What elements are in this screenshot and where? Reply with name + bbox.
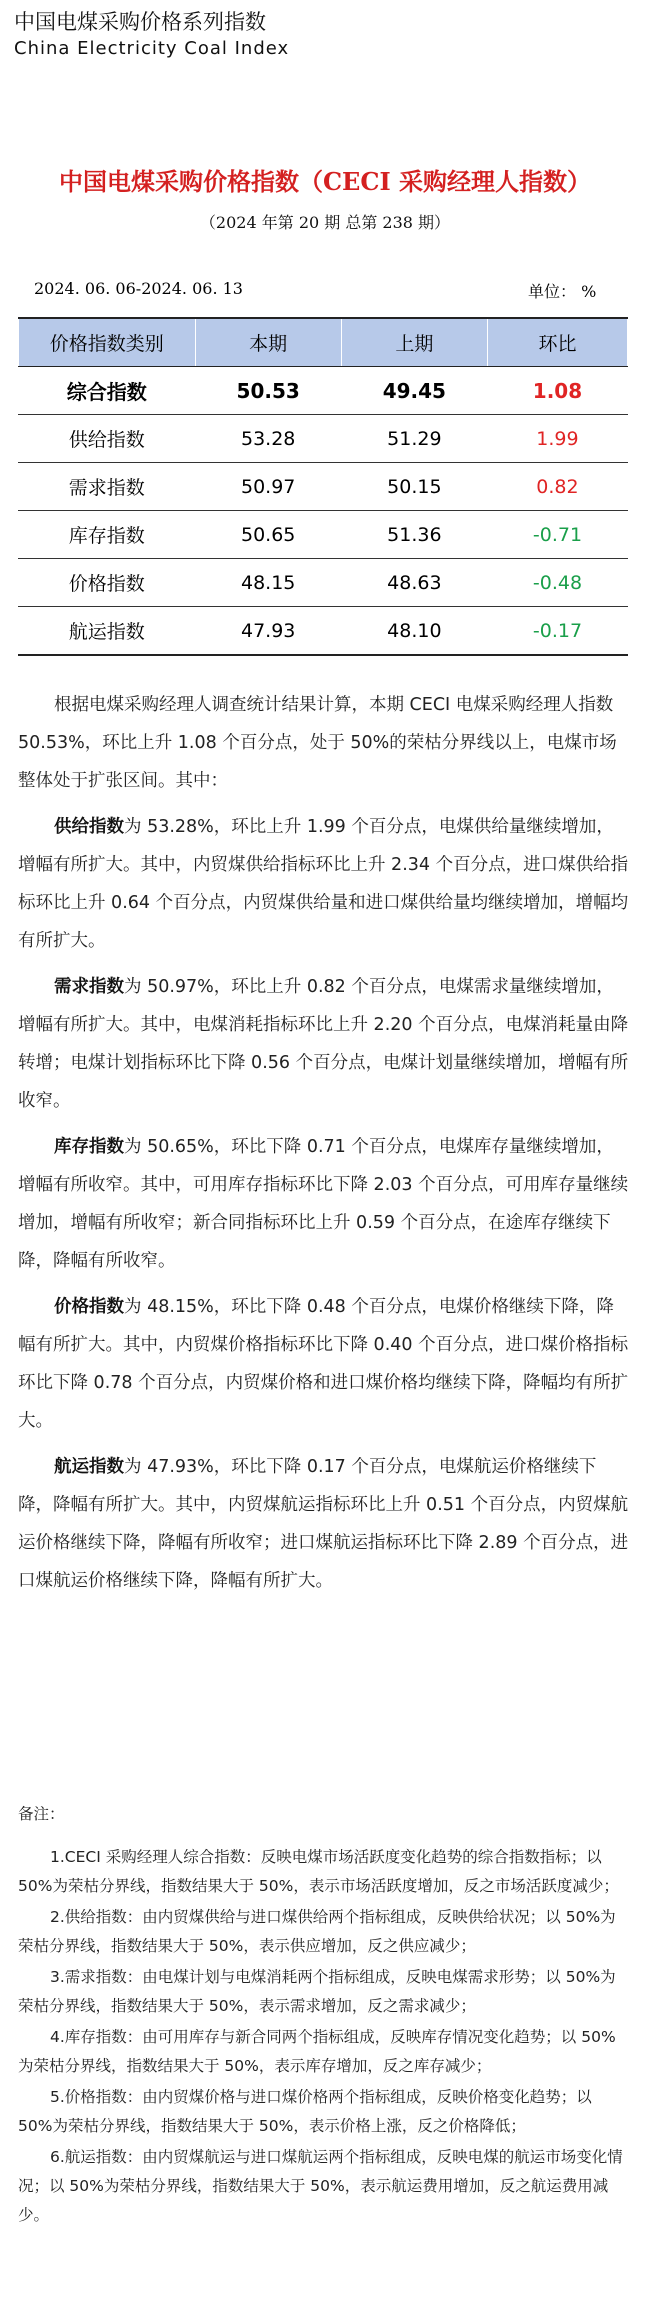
paragraph-text: 为 47.93%，环比下降 0.17 个百分点，电煤航运价格继续下降，降幅有所扩大。其中，内贸煤航运指标环比上升 0.51 个百分点，内贸煤航运价格继续下降，降幅有所收窄；进口煤航运指标环比下降 2.89 个百分点，进口煤航运价格继续下降，降幅有所扩大。 xyxy=(18,1457,629,1591)
row-previous: 48.10 xyxy=(341,607,487,656)
paragraph-text: 为 50.65%，环比下降 0.71 个百分点，电煤库存量继续增加，增幅有所收窄。其中，可用库存指标环比下降 2.03 个百分点，可用库存量继续增加，增幅有所收窄；新合同指标环比上升 0.59 个百分点，在途库存继续下降，降幅有所收窄。 xyxy=(18,1137,629,1271)
row-current: 47.93 xyxy=(195,607,341,656)
document-issue: （2024 年第 20 期 总第 238 期） xyxy=(199,213,451,232)
table-row xyxy=(19,607,628,656)
index-table xyxy=(18,317,628,656)
row-current: 50.53 xyxy=(195,367,341,415)
row-previous: 50.15 xyxy=(341,463,487,511)
paragraph-text: 为 50.97%，环比上升 0.82 个百分点，电煤需求量继续增加，增幅有所扩大。其中，电煤消耗指标环比上升 2.20 个百分点，电煤消耗量由降转增；电煤计划指标环比下降 0.56 个百分点，电煤计划量继续增加，增幅有所收窄。 xyxy=(18,977,629,1111)
note-item: 4.库存指数：由可用库存与新合同两个指标组成，反映库存情况变化趋势；以 50%为荣枯分界线，指数结果大于 50%，表示库存增加，反之库存减少； xyxy=(18,2028,616,2075)
paragraph-lead: 库存指数 xyxy=(54,1137,124,1157)
row-name: 综合指数 xyxy=(19,367,196,415)
table-row xyxy=(19,367,628,415)
analysis-text xyxy=(18,686,630,1608)
date-range: 2024. 06. 06-2024. 06. 13 xyxy=(34,279,243,298)
row-current: 50.65 xyxy=(195,511,341,559)
note-item: 3.需求指数：由电煤计划与电煤消耗两个指标组成，反映电煤需求形势；以 50%为荣枯分界线，指数结果大于 50%，表示需求增加，反之需求减少； xyxy=(18,1968,616,2015)
note-item: 2.供给指数：由内贸煤供给与进口煤供给两个指标组成，反映供给状况；以 50%为荣枯分界线，指数结果大于 50%，表示供应增加，反之供应减少； xyxy=(18,1908,616,1955)
row-name: 价格指数 xyxy=(19,559,196,607)
paragraph-summary xyxy=(18,686,630,800)
paragraph-price xyxy=(18,1288,630,1440)
paragraph-shipping xyxy=(18,1448,630,1600)
paragraph-demand xyxy=(18,968,630,1120)
column-header-current: 本期 xyxy=(195,318,341,367)
row-change: -0.71 xyxy=(487,511,627,559)
paragraph-supply xyxy=(18,808,630,960)
notes-section xyxy=(18,1800,630,2232)
header-title-cn: 中国电煤采购价格系列指数 xyxy=(14,10,266,34)
unit-label: 单位： % xyxy=(528,282,597,301)
row-current: 48.15 xyxy=(195,559,341,607)
paragraph-text: 为 48.15%，环比下降 0.48 个百分点，电煤价格继续下降，降幅有所扩大。其中，内贸煤价格指标环比下降 0.40 个百分点，进口煤价格指标环比下降 0.78 个百分点，内贸煤价格和进口煤价格均继续下降，降幅均有所扩大。 xyxy=(18,1297,629,1431)
table-row xyxy=(19,463,628,511)
row-current: 50.97 xyxy=(195,463,341,511)
note-item: 1.CECI 采购经理人综合指数：反映电煤市场活跃度变化趋势的综合指数指标；以 50%为荣枯分界线，指数结果大于 50%，表示市场活跃度增加，反之市场活跃度减少； xyxy=(18,1848,619,1895)
row-previous: 48.63 xyxy=(341,559,487,607)
row-change: -0.48 xyxy=(487,559,627,607)
row-previous: 49.45 xyxy=(341,367,487,415)
paragraph-lead: 需求指数 xyxy=(54,977,124,997)
row-change: 1.99 xyxy=(487,415,627,463)
table-row xyxy=(19,559,628,607)
row-current: 53.28 xyxy=(195,415,341,463)
note-item: 6.航运指数：由内贸煤航运与进口煤航运两个指标组成，反映电煤的航运市场变化情况；以 50%为荣枯分界线，指数结果大于 50%，表示航运费用增加，反之航运费用减少。 xyxy=(18,2148,623,2224)
paragraph-lead: 航运指数 xyxy=(54,1457,124,1477)
row-name: 需求指数 xyxy=(19,463,196,511)
document-title: 中国电煤采购价格指数（CECI 采购经理人指数） xyxy=(58,167,592,196)
paragraph-lead: 供给指数 xyxy=(54,817,124,837)
header-title-en: China Electricity Coal Index xyxy=(14,38,290,59)
table-row xyxy=(19,511,628,559)
row-change: 0.82 xyxy=(487,463,627,511)
column-header-category: 价格指数类别 xyxy=(19,318,196,367)
row-change: -0.17 xyxy=(487,607,627,656)
note-item: 5.价格指数：由内贸煤价格与进口煤价格两个指标组成，反映价格变化趋势；以 50%为荣枯分界线，指数结果大于 50%，表示价格上涨，反之价格降低； xyxy=(18,2088,592,2135)
row-name: 供给指数 xyxy=(19,415,196,463)
row-previous: 51.29 xyxy=(341,415,487,463)
paragraph-text: 为 53.28%，环比上升 1.99 个百分点，电煤供给量继续增加，增幅有所扩大。其中，内贸煤供给指标环比上升 2.34 个百分点，进口煤供给指标环比上升 0.64 个百分点，内贸煤供给量和进口煤供给量均继续增加，增幅均有所扩大。 xyxy=(18,817,629,951)
paragraph-lead: 价格指数 xyxy=(54,1297,124,1317)
row-previous: 51.36 xyxy=(341,511,487,559)
column-header-change: 环比 xyxy=(487,318,627,367)
table-header-row xyxy=(19,318,628,367)
paragraph-text: 根据电煤采购经理人调查统计结果计算，本期 CECI 电煤采购经理人指数 50.53%，环比上升 1.08 个百分点，处于 50%的荣枯分界线以上，电煤市场整体处于扩张区间。其中： xyxy=(18,695,617,791)
notes-title: 备注： xyxy=(18,1805,65,1823)
paragraph-inventory xyxy=(18,1128,630,1280)
row-change: 1.08 xyxy=(487,367,627,415)
table-row xyxy=(19,415,628,463)
column-header-previous: 上期 xyxy=(341,318,487,367)
row-name: 航运指数 xyxy=(19,607,196,656)
row-name: 库存指数 xyxy=(19,511,196,559)
